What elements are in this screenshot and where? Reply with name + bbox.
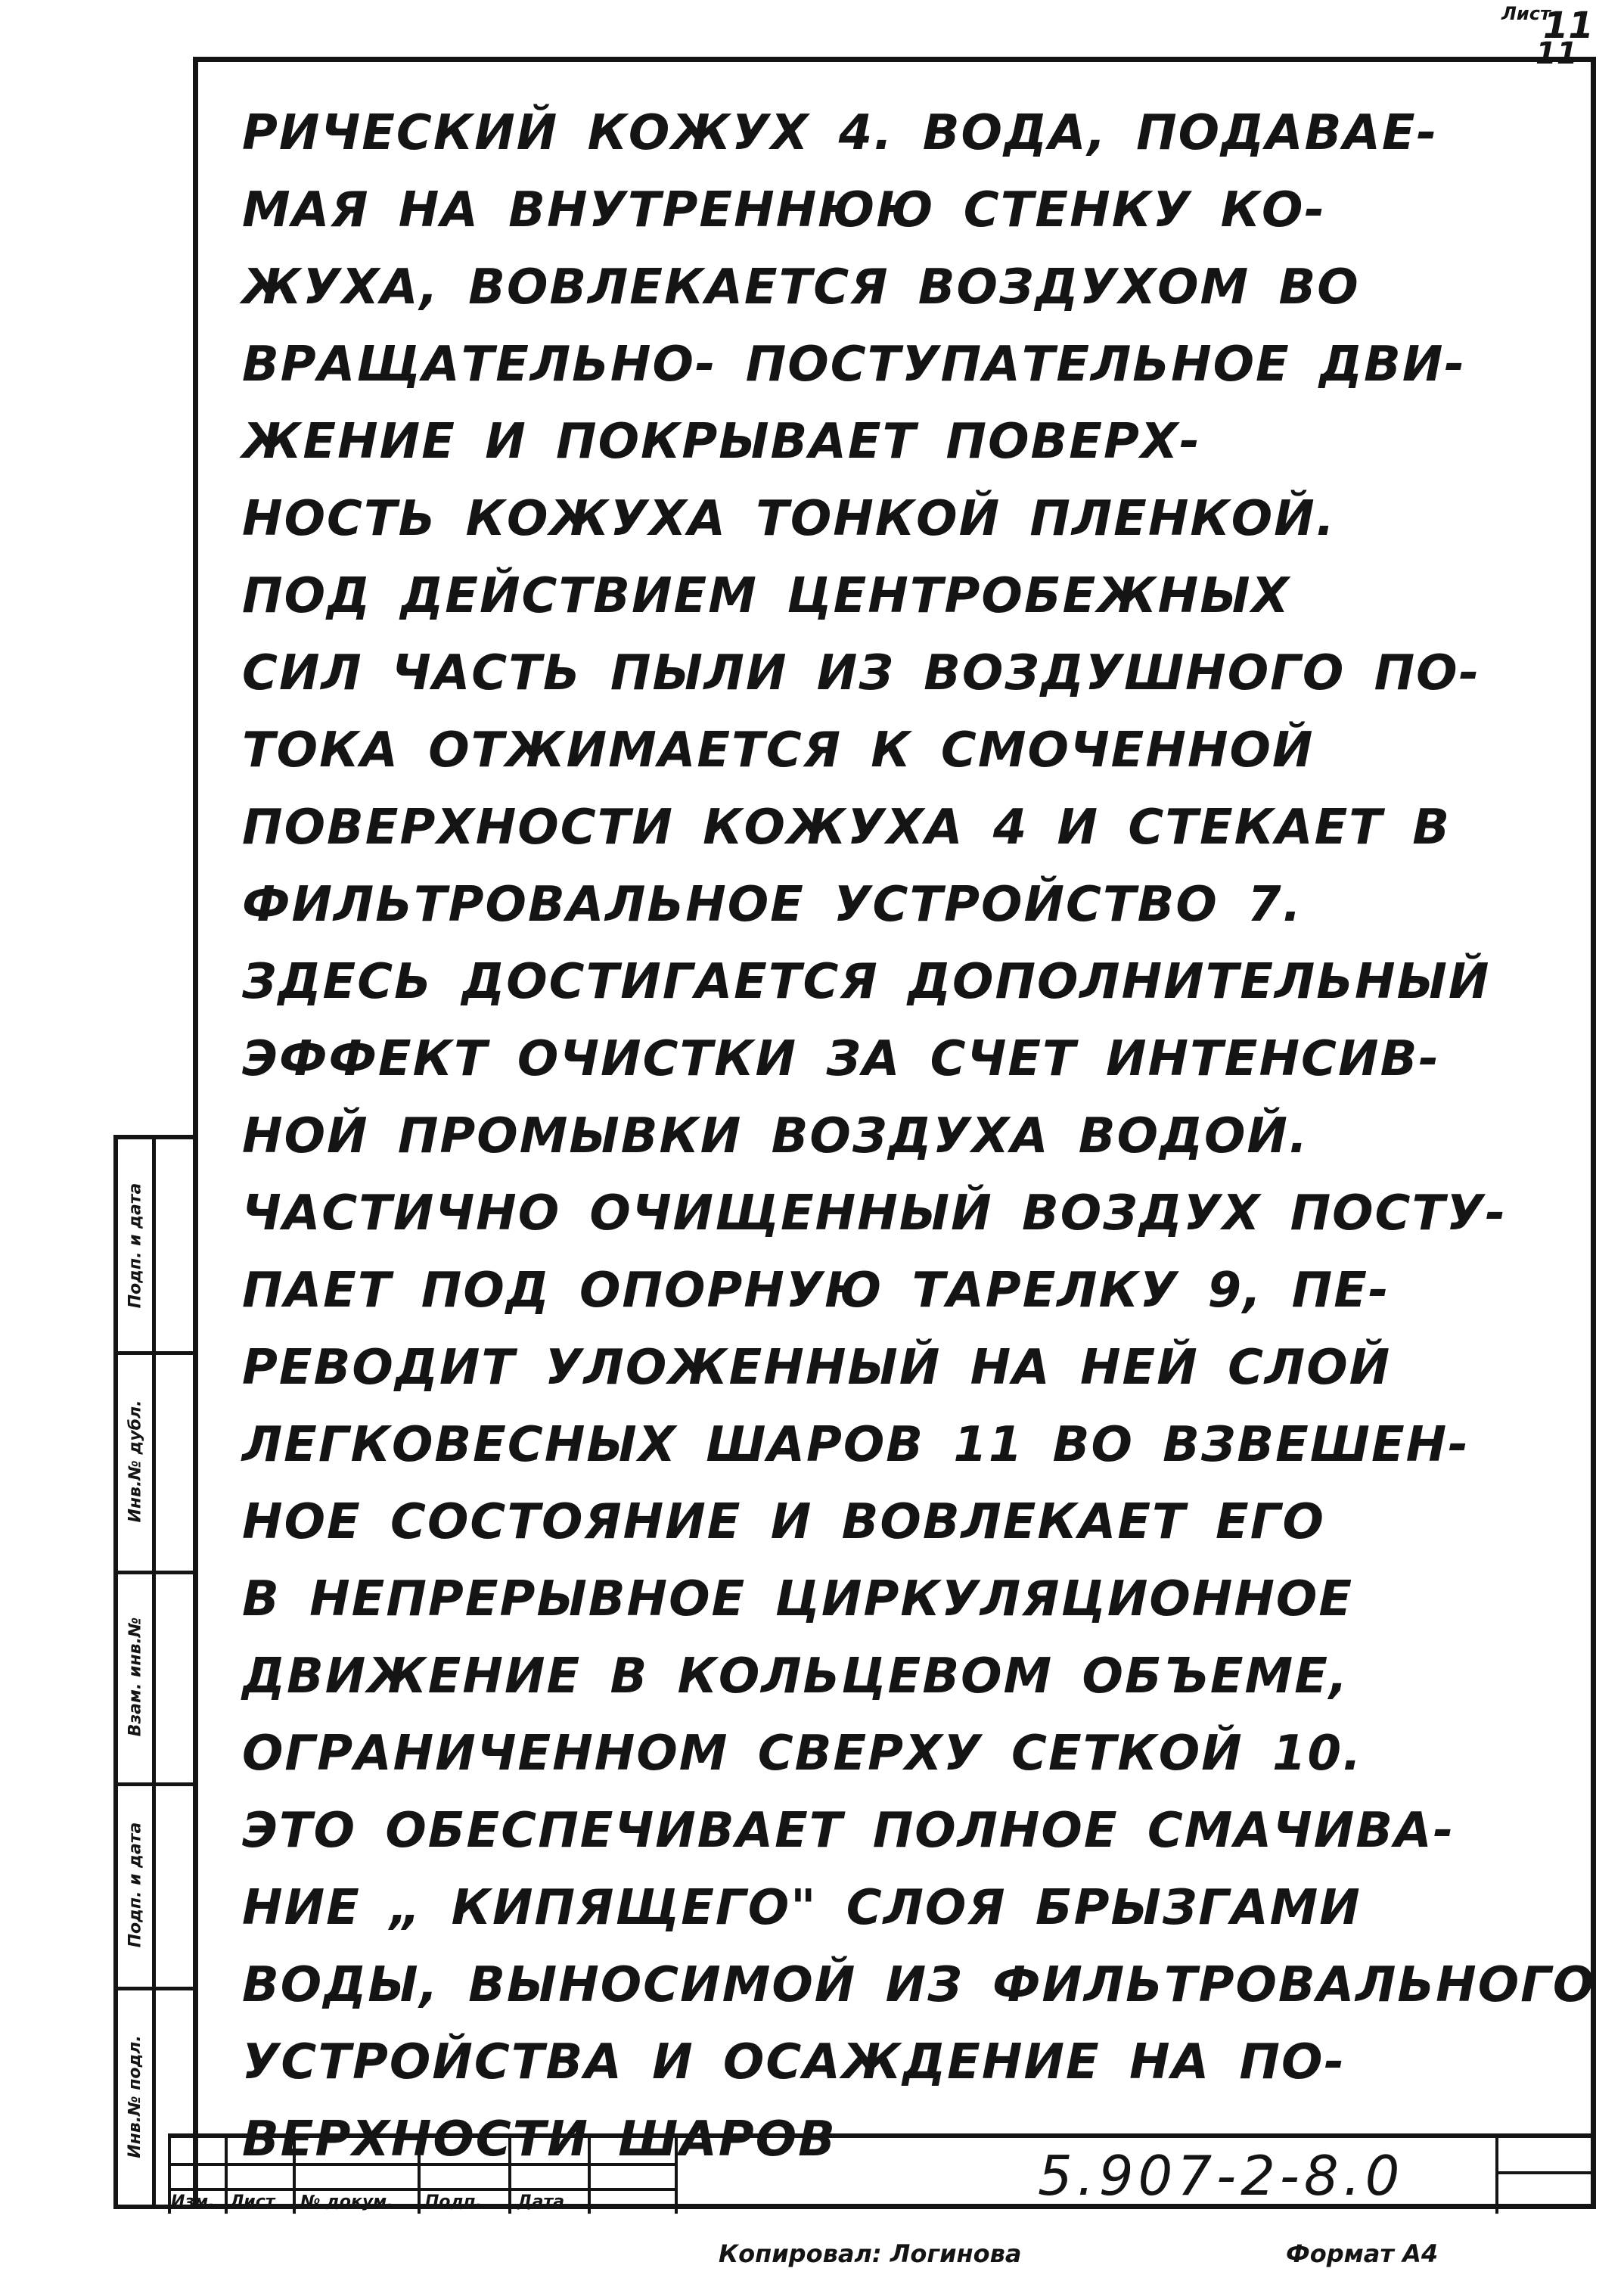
text-line: ЖУХА, ВОВЛЕКАЕТСЯ ВОЗДУХОМ ВО xyxy=(242,259,1360,315)
document-code: 5.907-2-8.0 xyxy=(1038,2144,1405,2208)
side-field-signature-date-2 xyxy=(118,1782,152,1987)
text-line: ЭФФЕКТ ОЧИСТКИ ЗА СЧЕТ ИНТЕНСИВ- xyxy=(242,1031,1440,1087)
text-line: В НЕПРЕРЫВНОЕ ЦИРКУЛЯЦИОННОЕ xyxy=(242,1571,1354,1627)
title-block-line xyxy=(675,2138,678,2214)
title-block-line xyxy=(293,2138,296,2214)
page-number: 11 xyxy=(1543,5,1594,47)
side-stamp-divider xyxy=(152,1139,156,2205)
copied-by: Копировал: Логинова xyxy=(719,2239,1022,2268)
text-line: НОСТЬ КОЖУХА ТОНКОЙ ПЛЕНКОЙ. xyxy=(242,491,1336,547)
title-block xyxy=(168,2133,1596,2214)
text-line: ПОВЕРХНОСТИ КОЖУХА 4 И СТЕКАЕТ В xyxy=(242,800,1451,856)
text-line: ОГРАНИЧЕННОМ СВЕРХУ СЕТКОЙ 10. xyxy=(242,1726,1363,1782)
text-line: НИЕ „ КИПЯЩЕГО" СЛОЯ БРЫЗГАМИ xyxy=(242,1880,1362,1936)
title-block-line xyxy=(225,2138,228,2214)
text-line: ФИЛЬТРОВАЛЬНОЕ УСТРОЙСТВО 7. xyxy=(242,877,1303,933)
side-field-duplicate-no xyxy=(118,1351,152,1571)
rev-header-sheet: Лист xyxy=(230,2192,275,2211)
rev-header-date: Дата xyxy=(517,2192,565,2211)
side-field-label: Подп. и дата xyxy=(126,1182,145,1308)
rev-header-doc-no: № докум. xyxy=(300,2192,393,2211)
text-line: ЛЕГКОВЕСНЫХ ШАРОВ 11 ВО ВЗВЕШЕН- xyxy=(242,1417,1470,1473)
side-field-label: Инв.№ подл. xyxy=(126,2034,145,2158)
text-line: РЕВОДИТ УЛОЖЕННЫЙ НА НЕЙ СЛОЙ xyxy=(242,1340,1392,1396)
text-line: НОЙ ПРОМЫВКИ ВОЗДУХА ВОДОЙ. xyxy=(242,1108,1309,1164)
body-text xyxy=(242,95,1596,2178)
side-field-label: Подп. и дата xyxy=(126,1822,145,1947)
title-block-line xyxy=(418,2138,421,2214)
text-line: РИЧЕСКИЙ КОЖУХ 4. ВОДА, ПОДАВАЕ- xyxy=(242,105,1439,161)
text-line: МАЯ НА ВНУТРЕННЮЮ СТЕНКУ КО- xyxy=(242,182,1326,238)
text-line: ЖЕНИЕ И ПОКРЫВАЕТ ПОВЕРХ- xyxy=(242,414,1201,470)
sheet-label: Лист xyxy=(1501,3,1551,24)
text-line: ВЕРХНОСТИ ШАРОВ xyxy=(242,2112,837,2167)
title-block-line xyxy=(588,2138,591,2214)
text-line: ДВИЖЕНИЕ В КОЛЬЦЕВОМ ОБЪЕМЕ, xyxy=(242,1649,1349,1704)
sheet-format: Формат А4 xyxy=(1286,2239,1439,2268)
side-stamp xyxy=(113,1135,193,2209)
side-field-replacement-no xyxy=(118,1571,152,1782)
text-line: ПОД ДЕЙСТВИЕМ ЦЕНТРОБЕЖНЫХ xyxy=(242,568,1290,624)
text-line: ЭТО ОБЕСПЕЧИВАЕТ ПОЛНОЕ СМАЧИВА- xyxy=(242,1803,1455,1859)
title-block-line xyxy=(508,2138,511,2214)
text-line: ВОДЫ, ВЫНОСИМОЙ ИЗ ФИЛЬТРОВАЛЬНОГО xyxy=(242,1957,1596,2013)
text-line: НОЕ СОСТОЯНИЕ И ВОВЛЕКАЕТ ЕГО xyxy=(242,1494,1325,1550)
text-line: СИЛ ЧАСТЬ ПЫЛИ ИЗ ВОЗДУШНОГО ПО- xyxy=(242,645,1481,701)
rev-header-signature: Подп. xyxy=(425,2192,482,2211)
side-field-original-no xyxy=(118,1987,152,2206)
text-line: ТОКА ОТЖИМАЕТСЯ К СМОЧЕННОЙ xyxy=(242,722,1315,778)
sheet-number: 11 xyxy=(1536,36,1578,71)
title-block-line xyxy=(168,2163,675,2166)
text-line: ВРАЩАТЕЛЬНО- ПОСТУПАТЕЛЬНОЕ ДВИ- xyxy=(242,337,1466,393)
text-line: ЗДЕСЬ ДОСТИГАЕТСЯ ДОПОЛНИТЕЛЬНЫЙ xyxy=(242,954,1491,1010)
rev-header-change: Изм. xyxy=(171,2192,215,2211)
side-field-label: Инв.№ дубл. xyxy=(126,1400,144,1522)
text-line: ЧАСТИЧНО ОЧИЩЕННЫЙ ВОЗДУХ ПОСТУ- xyxy=(242,1186,1508,1241)
side-field-signature-date xyxy=(118,1139,152,1351)
side-field-label: Взам. инв.№ xyxy=(126,1617,145,1736)
title-block-line xyxy=(1495,2171,1596,2174)
text-line: УСТРОЙСТВА И ОСАЖДЕНИЕ НА ПО- xyxy=(242,2034,1346,2090)
title-block-line xyxy=(168,2188,675,2191)
title-block-line xyxy=(1495,2138,1498,2214)
text-line: ПАЕТ ПОД ОПОРНУЮ ТАРЕЛКУ 9, ПЕ- xyxy=(242,1263,1390,1319)
